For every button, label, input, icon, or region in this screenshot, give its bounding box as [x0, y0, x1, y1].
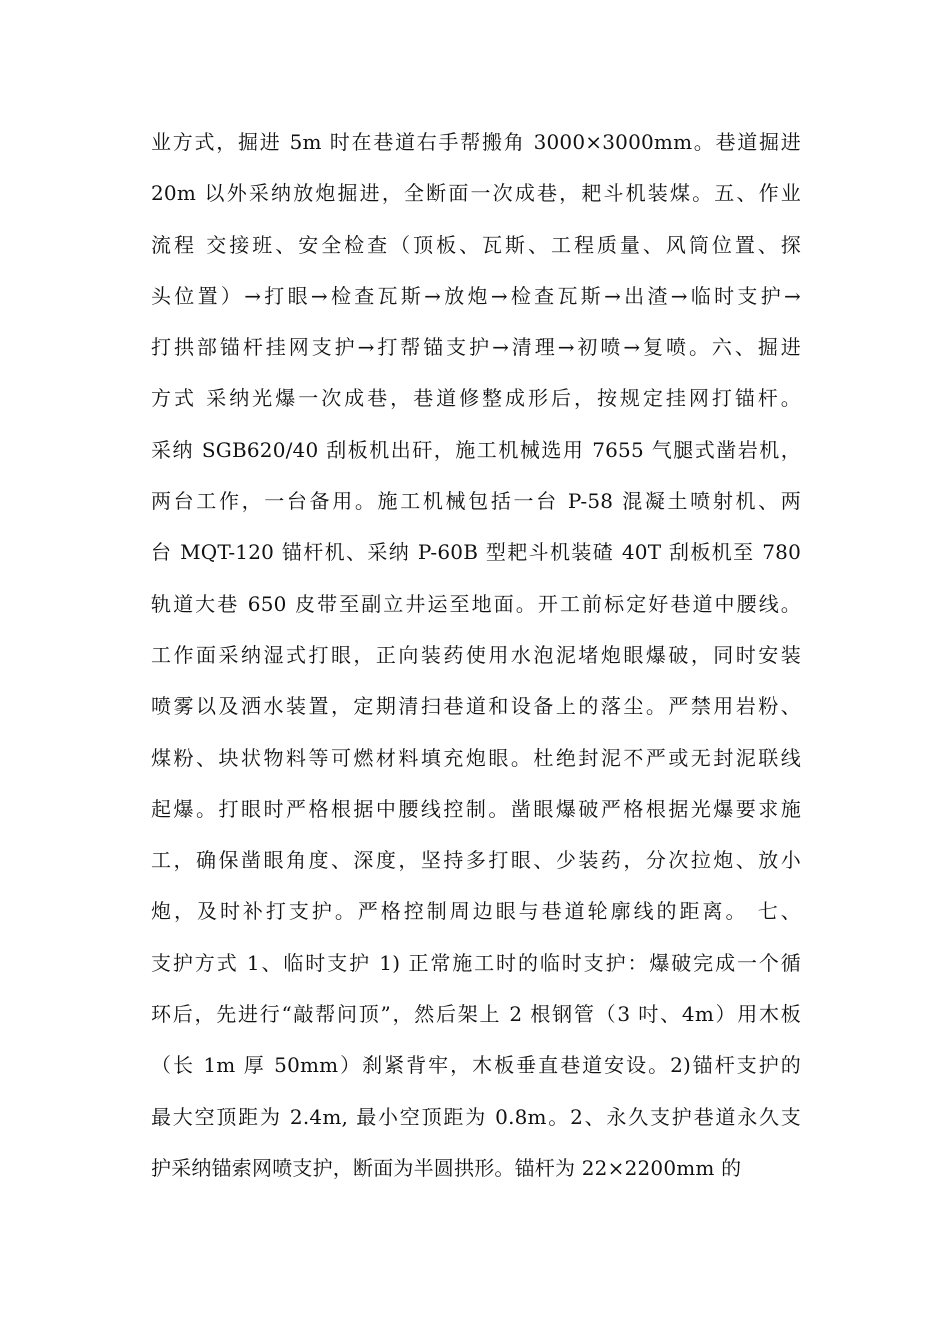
text-line-7: 采纳 SGB620/40 刮板机出矸，施工机械选用 7655 气腿式凿岩机，: [151, 437, 801, 462]
text-line-17: 支护方式 1、临时支护 1) 正常施工时的临时支护：爆破完成一个循: [151, 950, 801, 975]
text-line-3: 流程 交接班、安全检查（顶板、瓦斯、工程质量、风筒位置、探: [151, 232, 801, 257]
text-line-21: 护采纳锚索网喷支护，断面为半圆拱形。锚杆为 22×2200mm 的: [151, 1155, 742, 1180]
text-line-8: 两台工作，一台备用。施工机械包括一台 P-58 混凝土喷射机、两: [151, 489, 801, 514]
text-line-9: 台 MQT-120 锚杆机、采纳 P-60B 型耙斗机装碴 40T 刮板机至 780: [151, 540, 801, 565]
text-line-5: 打拱部锚杆挂网支护→打帮锚支护→清理→初喷→复喷。六、掘进: [151, 335, 801, 360]
text-line-2: 20m 以外采纳放炮掘进，全断面一次成巷，耙斗机装煤。五、作业: [151, 181, 801, 206]
body-text: [151, 117, 801, 1194]
text-line-1: 业方式，掘进 5m 时在巷道右手帮搬角 3000×3000mm。巷道掘进: [151, 130, 801, 154]
text-line-18: 环后，先进行“敲帮问顶”，然后架上 2 根钢管（3 吋、4m）用木板: [151, 1002, 801, 1027]
text-line-14: 起爆。打眼时严格根据中腰线控制。凿眼爆破严格根据光爆要求施: [151, 796, 801, 821]
text-line-19: （长 1m 厚 50mm）刹紧背牢，木板垂直巷道安设。2)锚杆支护的: [151, 1053, 801, 1078]
text-line-13: 煤粉、块状物料等可燃材料填充炮眼。杜绝封泥不严或无封泥联线: [151, 745, 801, 770]
text-line-12: 喷雾以及洒水装置，定期清扫巷道和设备上的落尘。严禁用岩粉、: [151, 694, 801, 719]
text-line-15: 工，确保凿眼角度、深度，坚持多打眼、少装药，分次拉炮、放小: [151, 848, 801, 873]
text-line-20: 最大空顶距为 2.4m, 最小空顶距为 0.8m。2、永久支护巷道永久支: [151, 1104, 801, 1129]
text-line-16: 炮，及时补打支护。严格控制周边眼与巷道轮廓线的距离。 七、: [151, 899, 801, 924]
text-line-6: 方式 采纳光爆一次成巷，巷道修整成形后，按规定挂网打锚杆。: [151, 386, 801, 411]
text-line-4: 头位置）→打眼→检查瓦斯→放炮→检查瓦斯→出渣→临时支护→: [151, 283, 801, 308]
text-line-10: 轨道大巷 650 皮带至副立井运至地面。开工前标定好巷道中腰线。: [151, 591, 801, 616]
text-line-11: 工作面采纳湿式打眼，正向装药使用水泡泥堵炮眼爆破，同时安装: [151, 642, 801, 667]
